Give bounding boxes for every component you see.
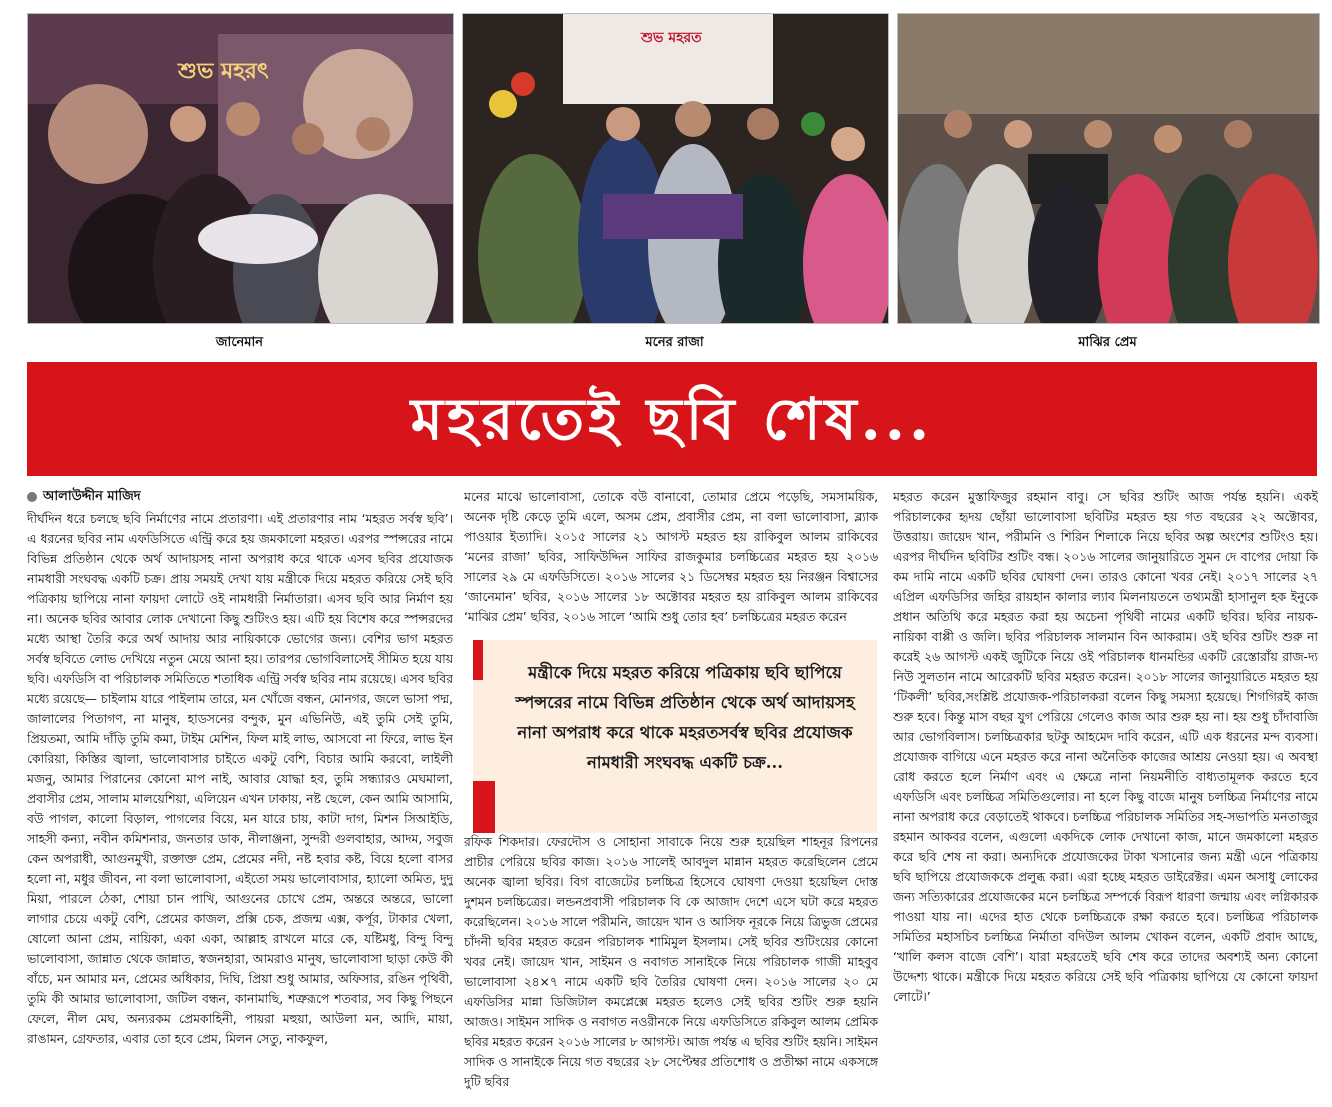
photo-banner-text: শুভ মহরত: [641, 30, 702, 46]
article-column-3: [893, 487, 1318, 1099]
quote-accent: [473, 640, 483, 680]
headline: মহরতেই ছবি শেষ...: [410, 385, 934, 453]
photo-caption: মাঝির প্রেম: [1078, 335, 1137, 350]
photo-moner-raja: [462, 13, 889, 324]
quote-accent: [473, 781, 495, 833]
article-text: মহরত করেন মুস্তাফিজুর রহমান বাবু। সে ছবির শুটিং আজ পর্যন্ত হয়নি। একই পরিচালকের হৃদয় ছোঁয়া ভালোবাসা ছবিটির মহরত হয় গত বছরের ২২ অক্টোবর, উত্তরায়। জায়েদ খান, পরীমনি ও শিরিন শিলাকে নিয়ে ছবির অল্প অংশের শুটিংও হয়। এরপর দীর্ঘদিন ছবিটির শুটিং বন্ধ। ২০১৬ সালের জানুয়ারিতে সুমন দে বাপের দোয়া কি কম দামি নামে একটি ছবির ঘোষণা দেন। তারও কোনো খবর নেই। ২০১৭ সালের ২৭ এপ্রিল এফডিসির জহির রায়হান কালার ল্যাব মিলনায়তনে তথ্যমন্ত্রী হাসানুল হক ইনুকে প্রধান অতিথি করে মহরত করা হয় অচেনা পৃথিবী নামের একটি ছবির। ছবির নায়ক-নায়িকা বাপ্পী ও জলি। ছবির পরিচালক সালমান বিন আকরাম। ওই ছবির শুটিং শুরু না করেই ২৬ আগস্ট একই জুটিকে নিয়ে ওই পরিচালক ধানমন্ডির একটি রেস্তোরাঁয় রাজ-দ্য নিউ সুলতান নামে আরেকটি ছবির মহরত করেন। ২০১৮ সালের জানুয়ারিতে মহরত হয় ‘টিকলী’ ছবির,সংশ্লিষ্ট প্রযোজক-পরিচালকরা বলেন কিছু সমস্যা হয়েছে। শিগগিরই কাজ শুরু হবে। কিন্তু মাস বছর যুগ পেরিয়ে গেলেও কাজ আর শুরু হয় না। হয় শুধু চাঁদাবাজি আর ভোগবিলাস। চলচ্চিত্রকার ছটকু আহমেদ দাবি করেন, এটি এক ধরনের মন্দ ব্যবসা। প্রযোজক বাগিয়ে এনে মহরত করে নানা অনৈতিক কাজের আশ্রয় নেওয়া হয়। এ অবস্থা রোধ করতে হলে নির্মাণ এবং এ ক্ষেত্রে নানা নিয়মনীতি বাধ্যতামূলক করতে হবে এফডিসি এবং চলচ্চিত্র সমিতিগুলোর। না হলে কিছু বাজে মানুষ চলচ্চিত্র নির্মাণের নামে নানা অপরাধ করে বেড়াতেই থাকবে। চলচ্চিত্র পরিচালক সমিতির সহ-সভাপতি মনতাজুর রহমান আকবর বলেন, এগুলো একদিকে লোক দেখানো কাজ, মানে জমকালো মহরত করে ছবি শেষ না করা। অন্যদিকে প্রযোজকের টাকা খসানোর জন্য মন্ত্রী এনে পত্রিকায় ছবি ছাপিয়ে প্রযোজককে প্রলুব্ধ করা। এরা হচ্ছে মহরত ডাইরেক্টর। এমন অসাধু লোকের জন্য সত্যিকারের প্রযোজকের মনে চলচ্চিত্র সম্পর্কে বিরূপ ধারণা জন্মায় এবং লগ্নিকারক পাওয়া যায় না। এদের হাত থেকে চলচ্চিত্রকে রক্ষা করতে হবে। চলচ্চিত্র পরিচালক সমিতির মহাসচিব চলচ্চিত্র নির্মাতা বদিউল আলম খোকন বলেন, একটি প্রবাদ আছে, ‘খালি কলস বাজে বেশি’। যারা মহরতেই ছবি শেষ করে তাদের অবশ্যই অন্য কোনো উদ্দেশ্য থাকে। মন্ত্রীকে দিয়ে মহরত করিয়ে সেই ছবি পত্রিকায় ছাপিয়ে যে কোনো ফায়দা লোটে।’: [893, 490, 1318, 1004]
byline-row: [27, 487, 453, 507]
headline-banner: [27, 362, 1317, 476]
photo-caption: জানেমান: [215, 335, 264, 350]
article-text: মনের মাঝে ভালোবাসা, তোকে বউ বানাবো, তোমার প্রেমে পড়েছি, সমসাময়িক, অনেক দৃষ্টি কেড়ে তুমি এলে, অসম প্রেম, প্রবাসীর প্রেম, না বলা ভালোবাসা, ব্ল্যাক পাওয়ার ইত্যাদি। ২০১৫ সালের ২১ আগস্ট মহরত হয় রাকিবুল আলম রাকিবের ‘মনের রাজা’ ছবির, সাফিউদ্দিন সাফির রাজকুমার চলচ্চিত্রের মহরত হয় ২০১৬ সালের ২৯ মে এফডিসিতে। ২০১৬ সালের ২১ ডিসেম্বর মহরত হয় নিরঞ্জন বিশ্বাসের ‘জানেমান’ ছবির, ২০১৬ সালের ১৮ অক্টোবর মহরত হয় রাকিবুল আলম রাকিবের ‘মাঝির প্রেম’ ছবির, ২০১৬ সালে ‘আমি শুধু তোর হব’ চলচ্চিত্রের মহরত করেন: [464, 490, 878, 624]
photo-banner-text: শুভ মহরৎ: [178, 58, 269, 84]
article-column-1: [27, 487, 453, 1099]
pull-quote-text: মন্ত্রীকে দিয়ে মহরত করিয়ে পত্রিকায় ছবি ছাপিয়ে স্পন্সরের নামে বিভিন্ন প্রতিষ্ঠান থেকে অর্থ আদায়সহ নানা অপরাধ করে থাকে মহরতসর্বস্ব ছবির প্রযোজক নামধারী সংঘবদ্ধ একটি চক্র...: [515, 663, 855, 772]
photo-janeman: [27, 13, 454, 324]
article-text: দীর্ঘদিন ধরে চলছে ছবি নির্মাণের নামে প্রতারণা। এই প্রতারণার নাম ‘মহরত সর্বস্ব ছবি’। এ ধরনের ছবির নাম এফডিসিতে এন্ট্রি করে হয় জমকালো মহরত। এরপর স্পন্সরের নামে বিভিন্ন প্রতিষ্ঠান থেকে অর্থ আদায়সহ নানা অপরাধ করে থাকে এসব ছবির প্রযোজক নামধারী সংঘবদ্ধ একটি চক্র। প্রায় সময়ই দেখা যায় মন্ত্রীকে দিয়ে মহরত করিয়ে সেই ছবি পত্রিকায় ছাপিয়ে নানা ফায়দা লোটে ওই নামধারী নির্মাতারা। এসব ছবি আর নির্মাণ হয় না। অনেক ছবির আবার লোক দেখানো কিছু শুটিংও হয়। এটি হয় বিশেষ করে স্পন্সরদের মধ্যে আস্থা তৈরি করে অর্থ আদায় আর নায়িকাকে ভোগের জন্য। বেশির ভাগ মহরত সর্বস্ব ছবিতে লোভ দেখিয়ে নতুন মেয়ে আনা হয়। তারপর ভোগবিলাসেই সীমিত হয়ে যায় ছবি। এফডিসি বা পরিচালক সমিতিতে শতাধিক এন্ট্রি সর্বস্ব ছবির নাম রয়েছে। এসব ছবির মধ্যে রয়েছে— চাইলাম যারে পাইলাম তারে, মন খোঁজে বন্ধন, মোনগর, জলে ভাসা পদ্ম, জালালের পিতাগণ, না মানুষ, হাডসনের বন্দুক, মুন এভিনিউ, এই তুমি সেই তুমি, প্রিয়তমা, আমি দাঁড়ি তুমি কমা, টাইম মেশিন, ফিল মাই লাভ, আসবো না ফিরে, লাভ ইন কোরিয়া, কিস্তির জ্বালা, ভালোবাসার চাইতে একটু বেশি, বিচার আমি করবো, লাইলী মজনু, আমার পিরানের কোনো মাপ নাই, আবার যোদ্ধা হব, তুমি সন্ধ্যারও মেঘমালা, প্রবাসীর প্রেম, সালাম মালয়েশিয়া, এলিয়েন এখন ঢাকায়, নষ্ট ছেলে, কেন আমি আসামি, বউ পাগল, কালো বিড়াল, পাগলের বিয়ে, মন যারে চায়, কাটা দাগ, মিশন সিআইডি, সাহসী কন্যা, নবীন কমিশনার, জনতার ডাক, নীলাঞ্জনা, সুন্দরী গুলবাহার, আদম, সবুজ কেন অপরাধী, আগুনমুখী, রক্তাক্ত প্রেম, প্রেমের নদী, নষ্ট হবার কষ্ট, বিয়ে হলো বাসর হলো না, মধুর জীবন, না বলা ভালোবাসা, এইতো সময় ভালোবাসার, হ্যালো অমিত, দুদু মিয়া, পারলে ঠেকা, শোয়া চান পাখি, আগুনের চোখে প্রেম, অন্তরে অন্তরে, ভালো লাগার চেয়ে একটু বেশি, প্রেমের কাজল, প্রক্সি চেক, প্রজন্ম এক্স, কর্পূর, টাকার খেলা, ষোলো আনা প্রেম, নায়িকা, একা একা, আল্লাহ রাখলে মারে কে, যষ্টিমধু, বিন্দু বিন্দু ভালোবাসা, জান্নাত থেকে জান্নাত, স্বজনহারা, আমরাও মানুষ, ভালোবাসা ছাড়া কেউ কী বাঁচে, মন আমার মন, প্রেমের অধিকার, দিঘি, প্রিয়া শুধু আমার, অফিসার, রঙিন পৃথিবী, তুমি কী আমার ভালোবাসা, জটিল বন্ধন, কানামাছি, শত্রুরূপে শতবার, সব কিছু পিছনে ফেলে, নীল মেঘ, অন্যরকম প্রেমকাহিনী, পায়রা মহুয়া, আউলা মন, আদি, মায়া, রাঙামন, গ্রেফতার, এবার তো হবে প্রেম, মিলন সেতু, নাকফুল,: [27, 512, 453, 1046]
photo-caption: মনের রাজা: [645, 335, 704, 350]
photo-majhir-prem: [897, 13, 1320, 324]
pull-quote: [473, 640, 877, 833]
byline: আলাউদ্দীন মাজিদ: [43, 489, 141, 504]
article-text: রফিক শিকদার। ফেরদৌস ও সোহানা সাবাকে নিয়ে শুরু হয়েছিল শাহনূর রিপনের প্রাচীর পেরিয়ে ছবির কাজ। ২০১৬ সালেই আবদুল মান্নান মহরত করেছিলেন প্রেমে অনেক জ্বালা ছবির। বিগ বাজেটের চলচ্চিত্র হিসেবে ঘোষণা দেওয়া হয়েছিল দোস্ত দুশমন চলচ্চিত্রের। লন্ডনপ্রবাসী পরিচালক বি কে আজাদ দেশে এসে ঘটা করে মহরত করেছিলেন। ২০১৬ সালে পরীমনি, জায়েদ খান ও আসিফ নূরকে নিয়ে ত্রিভুজ প্রেমের চাঁদনী ছবির মহরত করেন পরিচালক শামিমুল ইসলাম। সেই ছবির শুটিংয়ের কোনো খবর নেই। জায়েদ খান, সাইমন ও নবাগত সানাইকে নিয়ে পরিচালক গাজী মাহবুব ভালোবাসা ২৪×৭ নামে একটি ছবি তৈরির ঘোষণা দেন। ২০১৬ সালের ২০ মে এফডিসির মান্না ডিজিটাল কমপ্লেক্সে মহরত হলেও সেই ছবির শুটিং শুরু হয়নি আজও। সাইমন সাদিক ও নবাগত নওরীনকে নিয়ে এফডিসিতে রকিবুল আলম প্রেমিক ছবির মহরত করেন ২০১৬ সালের ৮ আগস্ট। আজ পর্যন্ত এ ছবির শুটিং হয়নি। সাইমন সাদিক ও সানাইকে নিয়ে গত বছরের ২৮ সেপ্টেম্বর প্রতিশোধ ও প্রতীক্ষা নামে একসঙ্গে দুটি ছবির: [464, 835, 878, 1089]
bullet-icon: [27, 492, 37, 502]
